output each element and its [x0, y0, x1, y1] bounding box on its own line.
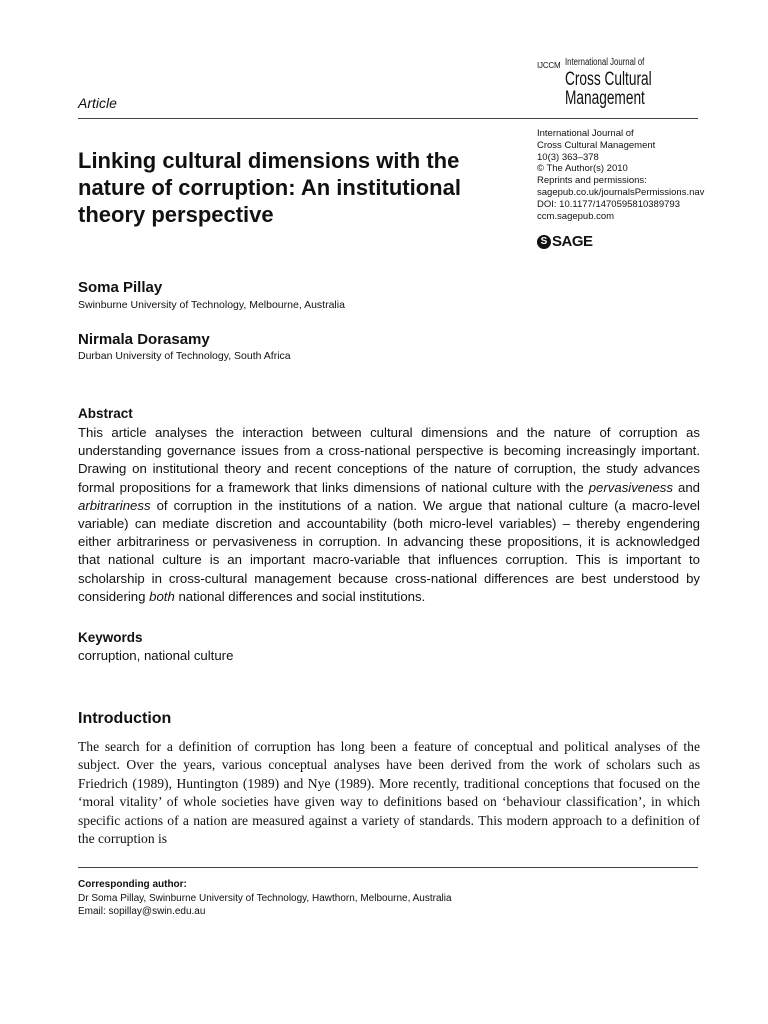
publisher-name: SAGE: [552, 233, 593, 250]
author-affiliation: Durban University of Technology, South Africa: [78, 350, 291, 362]
footnote-divider: [78, 867, 698, 868]
meta-line: DOI: 10.1177/1470595810389793: [537, 198, 680, 210]
journal-logo-line1: International Journal of: [565, 57, 645, 68]
corresponding-address: Dr Soma Pillay, Swinburne University of Technology, Hawthorn, Melbourne, Australia: [78, 892, 452, 904]
journal-abbrev: IJCCM: [537, 61, 561, 70]
introduction-heading: Introduction: [78, 710, 172, 727]
journal-logo-line3: Management: [565, 88, 645, 109]
journal-logo-line2: Cross Cultural: [565, 69, 652, 90]
introduction-body: The search for a definition of corruption has long been a feature of conceptual and political analyses of the subject. Over the years, various conceptual analyses have been derived from the work of scholars such as Friedrich (1989), Huntington (1989) and Nye (1989). More recently, traditional conceptions that focused on the ‘moral vitality’ of whole societies have given way to definitions based on ‘behaviour classification’, in which specific actions of a nation are measured against a variety of standards. This modern approach to a definition of the corruption is: [78, 739, 700, 847]
article-type-label: Article: [78, 95, 117, 111]
abstract-body: This article analyses the interaction between cultural dimensions and the nature of corruption as understanding governance issues from a cross-national perspective is becoming increasingly important. Drawing on institutional theory and recent conceptions of the nature of corruption, the study advances formal propositions for a framework that links dimensions of national culture with the pervasiveness and arbitrariness of corruption in the institutions of a nation. We argue that national culture (a macro-level variable) can mediate discretion and accountability (both micro-level variables) – thereby engendering either arbitrariness or pervasiveness in corruption. In advancing these propositions, it is acknowledged that national culture is an important macro-variable that influences corruption. This is important to scholarship in cross-cultural management because cross-national differences are best understood by considering both national differences and social institutions.: [78, 425, 701, 604]
meta-line: sagepub.co.uk/journalsPermissions.nav: [537, 186, 705, 198]
author-name: Nirmala Dorasamy: [78, 331, 210, 348]
meta-line: 10(3) 363–378: [537, 151, 599, 163]
header-divider: [78, 118, 698, 119]
author-name: Soma Pillay: [78, 279, 163, 296]
corresponding-email[interactable]: Email: sopillay@swin.edu.au: [78, 906, 206, 917]
meta-line: © The Author(s) 2010: [537, 163, 628, 175]
keywords-heading: Keywords: [78, 630, 143, 645]
article-title: Linking cultural dimensions with the nature of corruption: An institutional theory perspective: [78, 148, 461, 227]
sage-icon: S: [537, 235, 551, 249]
meta-line: ccm.sagepub.com: [537, 210, 615, 222]
meta-line: Cross Cultural Management: [537, 139, 656, 151]
publisher-logo: [537, 233, 593, 250]
meta-line: Reprints and permissions:: [537, 175, 647, 187]
corresponding-heading: Corresponding author:: [78, 879, 187, 890]
keywords-list: corruption, national culture: [78, 648, 234, 663]
author-affiliation: Swinburne University of Technology, Melbourne, Australia: [78, 299, 345, 311]
abstract-heading: Abstract: [78, 406, 133, 421]
journal-metadata: [537, 128, 737, 222]
meta-line: International Journal of: [537, 128, 634, 139]
corresponding-author: [78, 878, 452, 919]
